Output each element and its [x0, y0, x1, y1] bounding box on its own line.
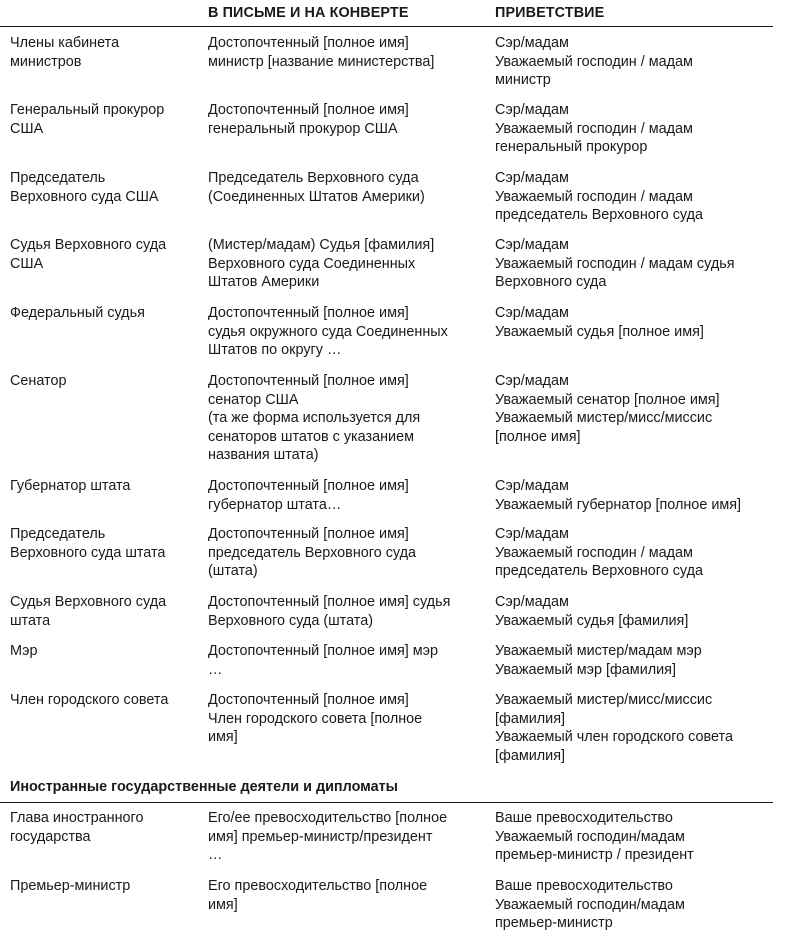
position-cell: Глава иностранного государства: [10, 810, 144, 845]
position-cell: Судья Верховного суда США: [10, 237, 167, 272]
salutation-cell: Сэр/мадам Уважаемый сенатор [полное имя] Уважаемый мистер/мисс/миссис [полное имя]: [495, 373, 720, 445]
salutation-cell: Уважаемый мистер/мадам мэр Уважаемый мэр [фамилия]: [495, 643, 702, 678]
column-header-salutation: ПРИВЕТСТВИЕ: [495, 5, 605, 21]
salutation-cell: Сэр/мадам Уважаемый губернатор [полное имя]: [495, 478, 742, 513]
position-cell: Судья Верховного суда штата: [10, 594, 167, 629]
salutation-cell: Сэр/мадам Уважаемый господин / мадам судья Верховного суда: [495, 237, 735, 291]
position-cell: Член городского совета: [10, 692, 169, 708]
address-cell: Достопочтенный [полное имя] генеральный прокурор США: [208, 102, 409, 137]
address-cell: Достопочтенный [полное имя] судья Верховного суда (штата): [208, 594, 451, 629]
address-cell: Достопочтенный [полное имя] судья окружного суда Соединенных Штатов по округу …: [208, 305, 448, 359]
address-cell: Достопочтенный [полное имя] губернатор штата…: [208, 478, 409, 513]
salutation-cell: Сэр/мадам Уважаемый судья [фамилия]: [495, 594, 689, 629]
column-header-address: В ПИСЬМЕ И НА КОНВЕРТЕ: [208, 5, 409, 21]
salutation-cell: Сэр/мадам Уважаемый судья [полное имя]: [495, 305, 704, 340]
position-cell: Члены кабинета министров: [10, 35, 120, 70]
table-header: [0, 4, 773, 27]
salutation-cell: Ваше превосходительство Уважаемый господин/мадам премьер-министр: [495, 878, 685, 932]
address-cell: Его/ее превосходительство [полное имя] премьер-министр/президент …: [208, 810, 448, 864]
address-cell: Его превосходительство [полное имя]: [208, 878, 428, 913]
position-cell: Губернатор штата: [10, 478, 131, 494]
salutation-cell: Уважаемый мистер/мисс/миссис [фамилия] Уважаемый член городского совета [фамилия]: [495, 692, 733, 764]
section-title: Иностранные государственные деятели и дипломаты: [10, 779, 398, 795]
salutation-cell: Сэр/мадам Уважаемый господин / мадам министр: [495, 35, 693, 89]
position-cell: Федеральный судья: [10, 305, 145, 321]
salutation-cell: Сэр/мадам Уважаемый господин / мадам председатель Верховного суда: [495, 170, 704, 224]
position-cell: Генеральный прокурор США: [10, 102, 165, 137]
position-cell: Премьер-министр: [10, 878, 131, 894]
address-cell: Достопочтенный [полное имя] председатель Верховного суда (штата): [208, 526, 417, 580]
address-cell: Достопочтенный [полное имя] мэр …: [208, 643, 439, 678]
address-cell: Достопочтенный [полное имя] Член городского совета [полное имя]: [208, 692, 423, 746]
salutation-cell: Сэр/мадам Уважаемый господин / мадам председатель Верховного суда: [495, 526, 704, 580]
salutation-cell: Ваше превосходительство Уважаемый господин/мадам премьер-министр / президент: [495, 810, 694, 864]
address-cell: Достопочтенный [полное имя] министр [название министерства]: [208, 35, 435, 70]
position-cell: Председатель Верховного суда США: [10, 170, 159, 205]
salutation-cell: Сэр/мадам Уважаемый господин / мадам генеральный прокурор: [495, 102, 693, 156]
position-cell: Мэр: [10, 643, 38, 659]
address-cell: Председатель Верховного суда (Соединенных Штатов Америки): [208, 170, 425, 205]
position-cell: Председатель Верховного суда штата: [10, 526, 166, 561]
address-cell: (Мистер/мадам) Судья [фамилия] Верховного суда Соединенных Штатов Америки: [208, 237, 435, 291]
address-cell: Достопочтенный [полное имя] сенатор США (та же форма используется для сенаторов штатов с указанием названия штата): [208, 373, 421, 464]
section-divider: [0, 802, 773, 803]
position-cell: Сенатор: [10, 373, 67, 389]
